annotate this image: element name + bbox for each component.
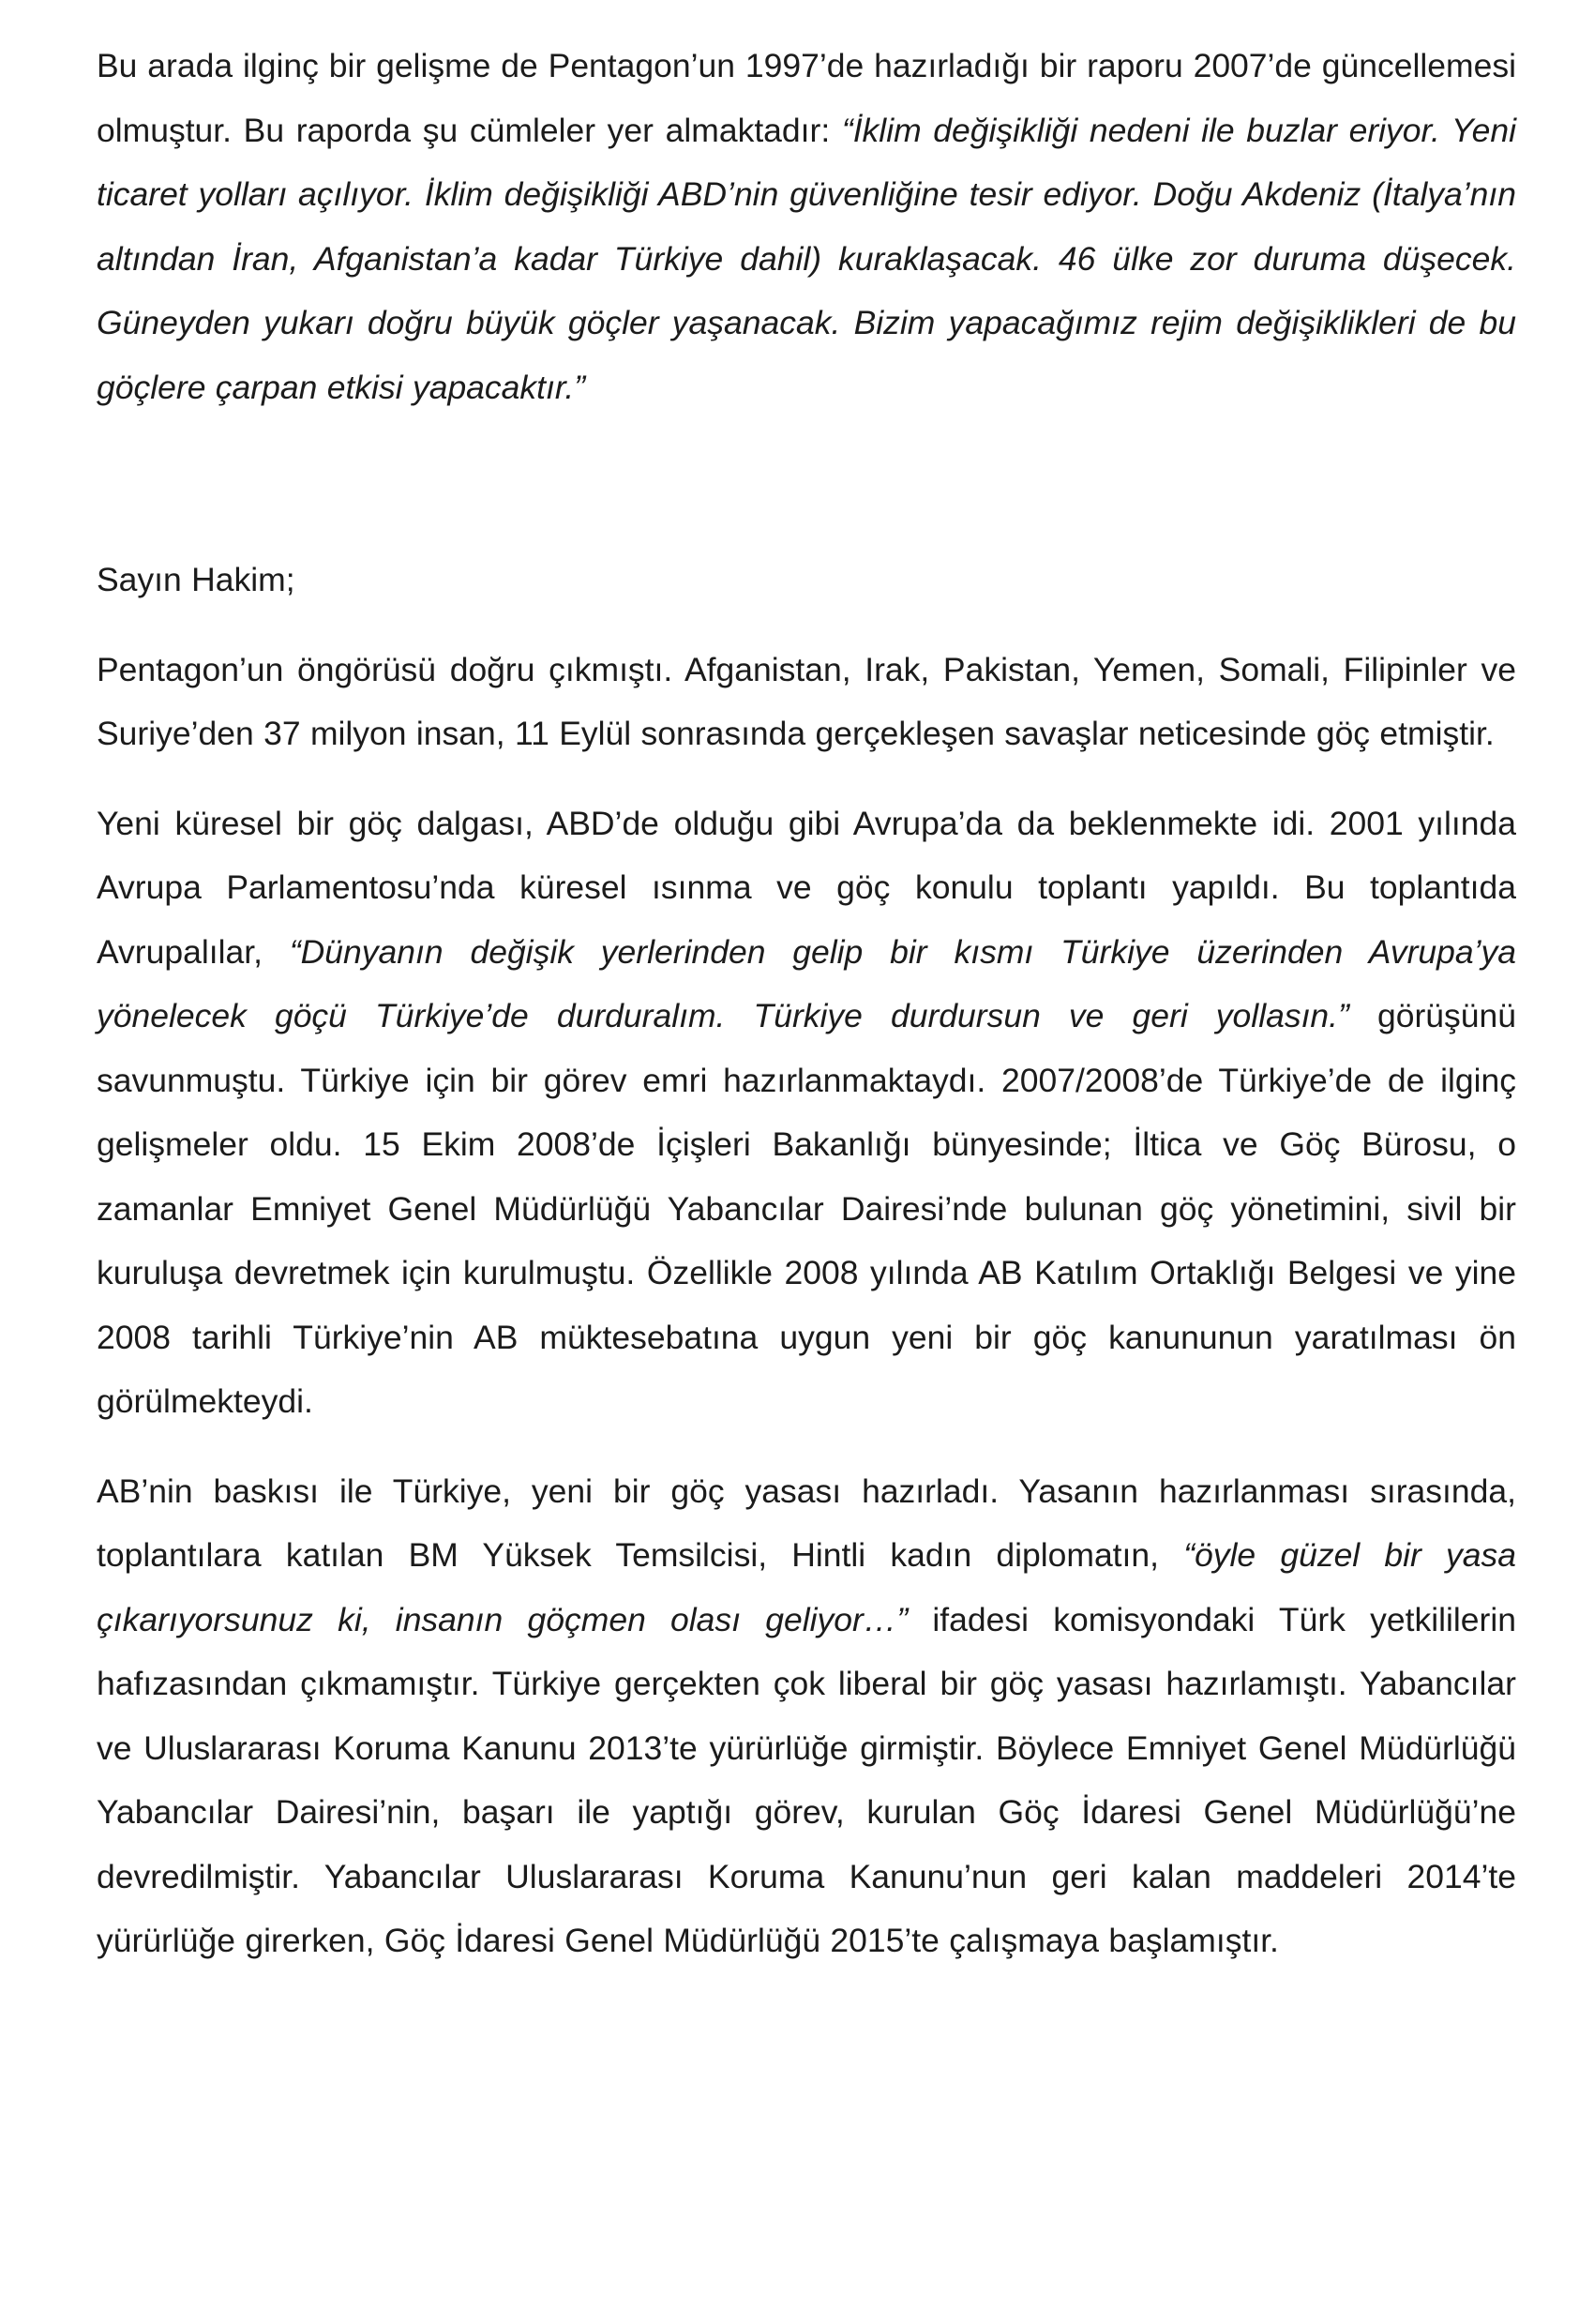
document-page [97, 34, 1516, 1973]
paragraph-rest-text: ifadesi komisyondaki Türk yetkililerin hafızasından çıkmamıştır. Türkiye gerçekten çok liberal bir göç yasası hazırlamıştı. Yabancılar ve Uluslararası Koruma Kanunu 2013’te yürürlüğe girmiştir. Böylece Emniyet Genel Müdürlüğü Yabancılar Dairesi’nin, başarı ile yaptığı görev, kurulan Göç İdaresi Genel Müdürlüğü’ne devredilmiştir. Yabancılar Uluslararası Koruma Kanunu’nun geri kalan maddeleri 2014’te yürürlüğe girerken, Göç İdaresi Genel Müdürlüğü 2015’te çalışmaya başlamıştır. [97, 1600, 1516, 1959]
paragraph-lead-text: Bu arada ilginç bir gelişme de Pentagon’un 1997’de hazırladığı bir raporu 2007’de güncellemesi olmuştur. Bu raporda şu cümleler yer almaktadır: [97, 47, 1516, 149]
paragraph-migration-wave [97, 792, 1516, 1434]
paragraph-lead-text: AB’nin baskısı ile Türkiye, yeni bir göç yasası hazırladı. Yasanın hazırlanması sırasında, toplantılara katılan BM Yüksek Temsilcisi, Hintli kadın diplomatın, [97, 1471, 1516, 1574]
paragraph-pentagon-report [97, 34, 1516, 419]
paragraph-migration-law [97, 1459, 1516, 1973]
paragraph-lead-text: Yeni küresel bir göç dalgası, ABD’de olduğu gibi Avrupa’da da beklenmekte idi. 2001 yılında Avrupa Parlamentosu’nda küresel ısınma ve göç konulu toplantı yapıldı. Bu toplantıda Avrupalılar, [97, 804, 1516, 971]
diplomat-quote: “öyle güzel bir yasa çıkarıyorsunuz ki, insanın göçmen olası geliyor…” [97, 1536, 1516, 1638]
salutation: Sayın Hakim; [97, 561, 295, 598]
paragraph-rest-text: görüşünü savunmuştu. Türkiye için bir görev emri hazırlanmaktaydı. 2007/2008’de Türkiye’de de ilginç gelişmeler oldu. 15 Ekim 2008’de İçişleri Bakanlığı bünyesinde; İltica ve Göç Bürosu, o zamanlar Emniyet Genel Müdürlüğü Yabancılar Dairesi’nde bulunan göç yönetimini, sivil bir kuruluşa devretmek için kurulmuştu. Özellikle 2008 yılında AB Katılım Ortaklığı Belgesi ve yine 2008 tarihli Türkiye’nin AB müktesebatına uygun yeni bir göç kanununun yaratılması ön görülmekteydi. [97, 997, 1517, 1420]
paragraph-pentagon-prediction: Pentagon’un öngörüsü doğru çıkmıştı. Afganistan, Irak, Pakistan, Yemen, Somali, Filipinler ve Suriye’den 37 milyon insan, 11 Eylül sonrasında gerçekleşen savaşlar neticesinde göç etmiştir. [97, 650, 1516, 752]
pentagon-report-quote: “İklim değişikliği nedeni ile buzlar eriyor. Yeni ticaret yolları açılıyor. İklim değişikliği ABD’nin güvenliğine tesir ediyor. Doğu Akdeniz (İtalya’nın altından İran, Afganistan’a kadar Türkiye dahil) kuraklaşacak. 46 ülke zor duruma düşecek. Güneyden yukarı doğru büyük göçler yaşanacak. Bizim yapacağımız rejim değişiklikleri de bu göçlere çarpan etkisi yapacaktır.” [97, 111, 1516, 406]
europeans-quote: “Dünyanın değişik yerlerinden gelip bir kısmı Türkiye üzerinden Avrupa’ya yönelecek göçü Türkiye’de durduralım. Türkiye durdursun ve geri yollasın.” [97, 932, 1517, 1034]
